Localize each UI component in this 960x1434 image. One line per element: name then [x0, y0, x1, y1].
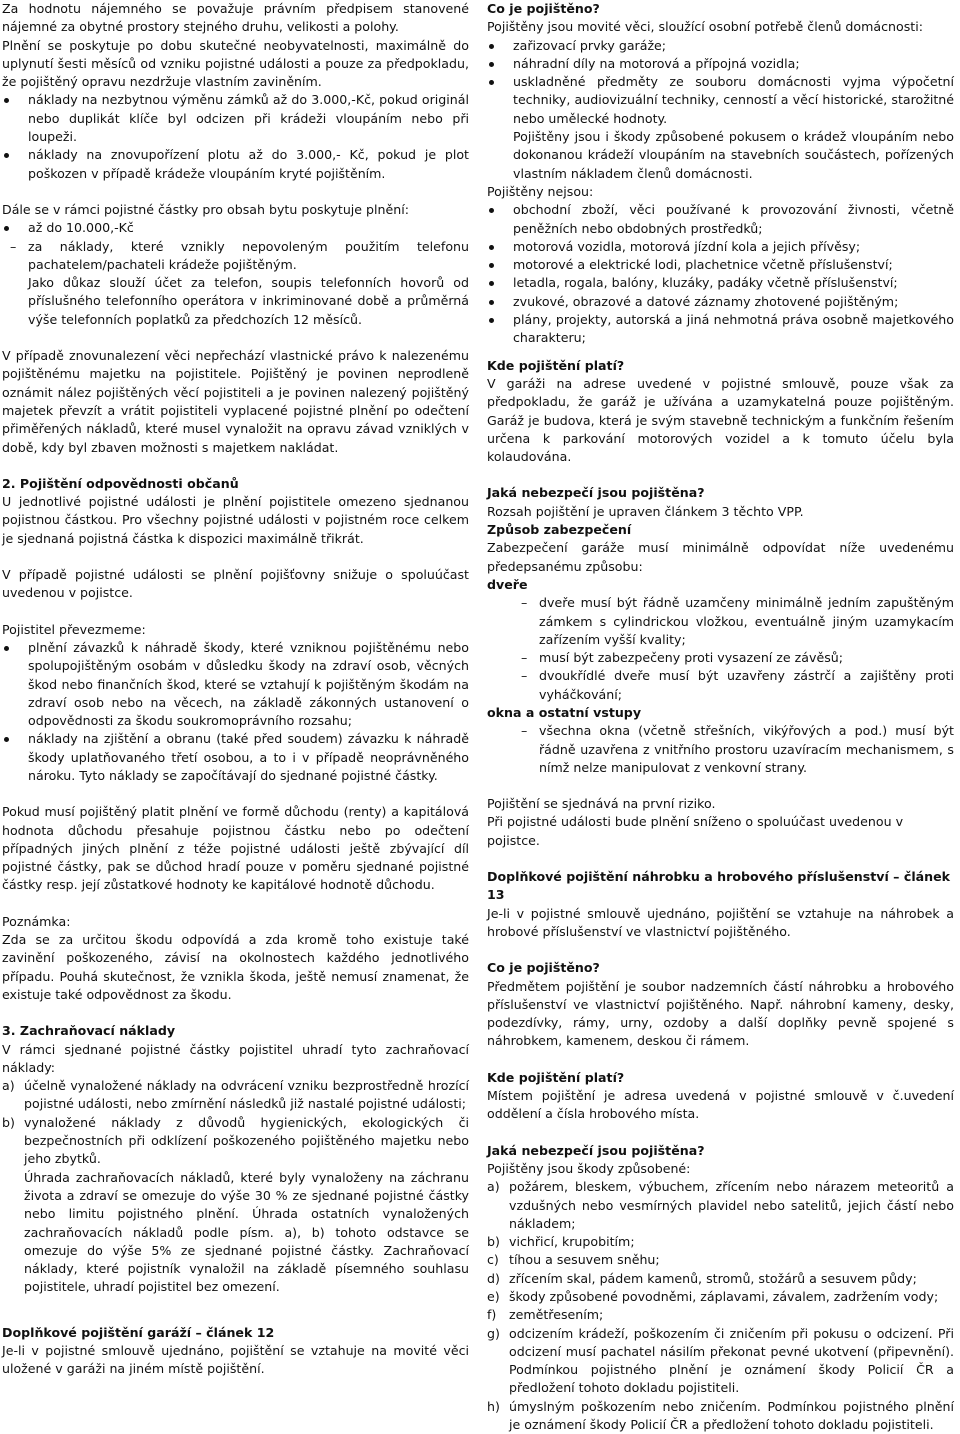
phone-proof: Jako důkaz slouží účet za telefon, soupis telefonních hovorů od příslušného telefonního operátora v inkriminované době a průměrná výše telefonních poplatků za předchozích 12 měsíců. — [28, 275, 469, 327]
list-item — [487, 1398, 954, 1434]
list-marker: a) — [2, 1078, 15, 1094]
list-item: plnění závazků k náhradě škody, které vzniknou pojištěnému nebo spolupojištěným osobám v důsledku škody na zdraví osob, věcných škod nebo finančních škod, které se vztahují k pojištěným škodám na zdraví osob nebo na věcech, na základě zákonných ustanovení o odpovědnosti za škodu soukromoprávního rozsahu; — [2, 639, 469, 730]
tomb-what-insured-title: Co je pojištěno? — [487, 960, 600, 976]
list-item: uskladněné předměty ze souboru domácnosti vyjma výpočetní techniky, audiovizuální techniky, cenností a věcí historické, starožitné nebo umělecké hodnoty. — [487, 73, 954, 128]
list-item — [487, 1233, 954, 1251]
tomb-risks-title: Jaká nebezpečí jsou pojištěna? — [487, 1142, 705, 1158]
tomb-what-insured-text: Předmětem pojištění je soubor nadzemních částí náhrobku a hrobového příslušenství ve vlastnictví pojištěného. Např. náhrobní kameny, desky, podezdívky, rámy, urny, ozdoby a další doplňky pevně spojené s náhrobkem, kamenem, deskou či rámem. — [487, 978, 954, 1049]
section-3-intro: V rámci sjednané pojistné částky pojistitel uhradí tyto zachraňovací náklady: — [2, 1041, 469, 1075]
list-item-text: škody způsobené povodněmi, záplavami, závalem, zadržením vody; — [509, 1289, 939, 1304]
security-subtitle: Způsob zabezpečení — [487, 522, 632, 538]
tomb-where-valid-text: Místem pojištění je adresa uvedená v pojistné smlouvě v č.uvedení oddělení a čísla hrobového místa. — [487, 1088, 954, 1122]
risks-scope: Rozsah pojištění je upraven článkem 3 těchto VPP. — [487, 503, 804, 519]
list-marker: f) — [487, 1307, 497, 1323]
where-valid-title: Kde pojištění platí? — [487, 357, 625, 373]
list-item-text: úmyslným poškozením nebo zničením. Podmínkou pojistného plnění je oznámení škody Policií ČR a předložení tohoto dokladu pojistiteli. — [509, 1398, 954, 1433]
what-is-insured-intro: Pojištěny jsou movité věci, sloužící osobní potřebě členů domácnosti: — [487, 19, 923, 35]
section-2-deductible: V případě pojistné události se plnění pojišťovny snižuje o spoluúčast uvedenou v pojistce. — [2, 567, 469, 601]
list-item: až do 10.000,-Kč — [2, 219, 469, 237]
list-item — [487, 1178, 954, 1233]
section-13-title: Doplňkové pojištění náhrobku a hrobového příslušenství – článek 13 — [487, 869, 951, 903]
burglary-damage: Pojištěny jsou i škody způsobené pokusem o krádež vloupáním nebo dokonanou krádeží vloupáním na stavebních součástech, pořízených vlastním nákladem členů domácnosti. — [513, 129, 954, 181]
list-item: zařizovací prvky garáže; — [487, 37, 954, 55]
rent-definition: Za hodnotu nájemného se považuje právním předpisem stanovené nájemné za obytné prostory stejného druhu, velikosti a polohy. — [2, 1, 469, 35]
list-item-text: účelně vynaložené náklady na odvrácení vzniku bezprostředně hrozící pojistné události, nebo zmírnění následků již nastalé pojistné události; — [24, 1078, 469, 1112]
section-3-title: 3. Zachraňovací náklady — [2, 1023, 176, 1039]
windows-label: okna a ostatní vstupy — [487, 704, 642, 720]
right-column — [487, 0, 954, 1433]
list-item-text: vynaložené náklady z důvodů hygienických, ekologických či bezpečnostních při odklízení poškozeného pojištěného majetku nebo jeho zbytků. — [24, 1114, 469, 1167]
list-marker: c) — [487, 1252, 499, 1268]
section-12-title: Doplňkové pojištění garáží – článek 12 — [2, 1324, 275, 1340]
list-item — [487, 1270, 954, 1288]
list-item — [487, 1306, 954, 1324]
list-item: – všechna okna (včetně střešních, vikýřových a pod.) musí být řádně uzavřena z vnitřního prostoru uzavíracím mechanismem, s nímž nelze manipulovat z venkovní strany. — [513, 722, 954, 777]
list-item: – musí být zabezpečeny proti vysazení ze závěsů; — [513, 649, 954, 667]
list-marker: d) — [487, 1270, 500, 1286]
section-2-limit: U jednotlivé pojistné události je plnění pojistitele omezeno sjednanou pojistnou částkou. Pro všechny pojistné události v pojistném roce celkem je sjednaná pojistná částka k dispozici maximálně třikrát. — [2, 494, 469, 546]
list-item: obchodní zboží, věci používané k provozování živnosti, včetně peněžních nebo obdobných prostředků; — [487, 201, 954, 238]
section-12-intro: Je-li v pojistné smlouvě ujednáno, pojištění se vztahuje na movité věci uložené v garáži na jiném místě pojištění. — [2, 1343, 469, 1377]
risks-title: Jaká nebezpečí jsou pojištěna? — [487, 485, 705, 501]
section-2-list — [2, 639, 469, 785]
list-item — [487, 1288, 954, 1306]
tomb-risks-list — [487, 1178, 954, 1434]
section-2-intro: Pojistitel převezmeme: — [2, 621, 146, 637]
where-valid-text: V garáži na adrese uvedené v pojistné smlouvě, pouze však za předpokladu, že garáž je užívána a uzamykatelná pouze pojištěným. Garáž je budova, která je svým stavebně technickým a funkčním řešením určena k parkování motorových vozidel a k tomuto účelu byla kolaudována. — [487, 375, 954, 465]
list-item-text: zřícením skal, pádem kamenů, stromů, stožárů a sesuvem půdy; — [509, 1270, 917, 1286]
list-item-text: odcizením krádeží, poškozením či zničením při pokusu o odcizení. Při odcizení musí pachatel násilím překonat pevné ukotvení (připevnění). Podmínkou pojistného plnění je oznámení škody Policií ČR a předložení tohoto dokladu pojistiteli. — [509, 1325, 954, 1396]
content-benefit-list — [2, 219, 469, 237]
list-marker: e) — [487, 1289, 500, 1304]
list-item: zvukové, obrazové a datové záznamy zhotovené pojištěným; — [487, 293, 954, 311]
list-item — [487, 1325, 954, 1398]
windows-list — [487, 722, 954, 777]
first-risk: Pojištění se sjednává na první riziko. — [487, 796, 716, 812]
section-2-annuity: Pokud musí pojištěný platit plnění ve formě důchodu (renty) a kapitálová hodnota důchodu přesahuje pojistnou částku nebo po odečtení případných jiných plnění z téže pojistné události ještě zbývající díl pojistné částky, pak se důchod hradí pouze v poměru sjednané pojistné částky resp. její zůstatkové hodnoty ke kapitálové hodnotě důchodu. — [2, 804, 469, 893]
note-label: Poznámka: — [2, 913, 71, 929]
list-item — [2, 1114, 469, 1169]
list-item: – za náklady, které vznikly nepovoleným použitím telefonu pachatelem/pachateli krádeže pojištěným. — [2, 238, 469, 275]
list-item: letadla, rogala, balóny, kluzáky, padáky včetně příslušenství; — [487, 274, 954, 292]
list-item: náklady na znovupořízení plotu až do 3.000,- Kč, pokud je plot poškozen v případě krádeže vloupáním kryté pojištěním. — [2, 146, 469, 183]
section-3-limits: Úhrada zachraňovacích nákladů, které byly vynaloženy na záchranu života a zdraví se omezuje do výše 30 % ze sjednané pojistné částky nebo limitu pojistného plnění. Úhrada ostatních vynaložených zachraňovacích nákladů podle písm. a), b) tohoto odstavce se omezuje do výše 5% ze sjednané pojistné částky. Zachraňovací náklady, které pojistník vynaložil na základě písemného souhlasu pojistitele, uhradí pojistitel bez omezení. — [24, 1169, 469, 1295]
section-13-intro: Je-li v pojistné smlouvě ujednáno, pojištění se vztahuje na náhrobek a hrobové příslušenství ve vlastnictví pojištěného. — [487, 905, 954, 939]
list-marker: b) — [487, 1234, 500, 1250]
list-item — [2, 1077, 469, 1114]
list-item-text: vichřicí, krupobitím; — [509, 1234, 635, 1250]
section-3-list — [2, 1077, 469, 1168]
deductible-note: Při pojistné události bude plnění sníženo o spoluúčast uvedenou v pojistce. — [487, 814, 904, 848]
content-benefit-dash-list — [2, 238, 469, 275]
list-marker: b) — [2, 1114, 15, 1130]
extra-costs-list — [2, 91, 469, 182]
list-item-text: tíhou a sesuvem sněhu; — [509, 1252, 660, 1268]
list-item: náklady na zjištění a obranu (také před soudem) závazku k náhradě škody uplatňovaného třetí osobou, a to i v případě neoprávněného nároku. Tyto náklady se započítávají do sjednané pojistné částky. — [2, 730, 469, 785]
list-item-text: požárem, bleskem, výbuchem, zřícením nebo nárazem meteoritů a vzdušných nebo vesmírných plavidel nebo satelitů, jejich částí nebo nákladem; — [509, 1179, 954, 1231]
list-marker: a) — [487, 1179, 500, 1195]
doors-label: dveře — [487, 576, 528, 592]
security-intro: Zabezpečení garáže musí minimálně odpovídat níže uvedenému předepsanému způsobu: — [487, 540, 954, 574]
list-item: plány, projekty, autorská a jiná nehmotná práva osobně majetkového charakteru; — [487, 311, 954, 348]
recovered-property: V případě znovunalezení věci nepřechází vlastnické právo k nalezenému pojištěnému majetku na pojistitele. Pojištěný je povinen neprodleně oznámit nález pojištěných věcí pojistiteli a je povinen nalezený pojištěný majetek převzít a vrátit pojistiteli vyplacené pojistné plnění po odečtení přiměřených nákladů, které musel vynaložit na opravu závad vzniklých v době, kdy byl zbaven možnosti s majetkem nakládat. — [2, 348, 469, 455]
list-item: motorová vozidla, motorová jízdní kola a jejich přívěsy; — [487, 238, 954, 256]
insured-items-list — [487, 37, 954, 128]
list-marker: h) — [487, 1398, 500, 1414]
not-insured-label: Pojištěny nejsou: — [487, 183, 594, 199]
content-benefit-intro: Dále se v rámci pojistné částky pro obsah bytu poskytuje plnění: — [2, 201, 410, 217]
not-insured-list — [487, 201, 954, 347]
benefit-duration: Plnění se poskytuje po dobu skutečné neobyvatelnosti, maximálně do uplynutí šesti měsíců od vzniku pojistné události a pouze za předpokladu, že pojištěný opravu nezdržuje vlastním zaviněním. — [2, 37, 469, 90]
list-item: motorové a elektrické lodi, plachetnice včetně příslušenství; — [487, 256, 954, 274]
list-item: náklady na nezbytnou výměnu zámků až do 3.000,-Kč, pokud originál nebo duplikát klíče byl odcizen při krádeži vloupáním nebo při loupeži. — [2, 91, 469, 146]
list-item-text: zemětřesením; — [509, 1307, 604, 1323]
list-item: náhradní díly na motorová a přípojná vozidla; — [487, 55, 954, 73]
doors-list — [487, 594, 954, 704]
note-text: Zda se za určitou škodu odpovídá a zda kromě toho existuje také zavinění poškozeného, závisí na okolnostech každého jednotlivého případu. Pouhá skutečnost, že vznikla škoda, ještě nemusí znamenat, že existuje také odpovědnost za škodu. — [2, 932, 469, 1002]
list-marker: g) — [487, 1325, 500, 1341]
list-item: – dvoukřídlé dveře musí být uzavřeny zástrčí a zajištěny proti vyháčkování; — [513, 667, 954, 704]
what-is-insured-title: Co je pojištěno? — [487, 1, 600, 16]
tomb-risks-intro: Pojištěny jsou škody způsobené: — [487, 1160, 691, 1176]
tomb-where-valid-title: Kde pojištění platí? — [487, 1069, 625, 1085]
left-column — [2, 0, 469, 1399]
list-item — [487, 1251, 954, 1269]
list-item: – dveře musí být řádně uzamčeny minimálně jedním zapuštěným zámkem s cylindrickou vložkou, eventuálně jiným uzamykacím zařízením vyšší kvality; — [513, 594, 954, 649]
section-2-title: 2. Pojištění odpovědnosti občanů — [2, 475, 239, 491]
